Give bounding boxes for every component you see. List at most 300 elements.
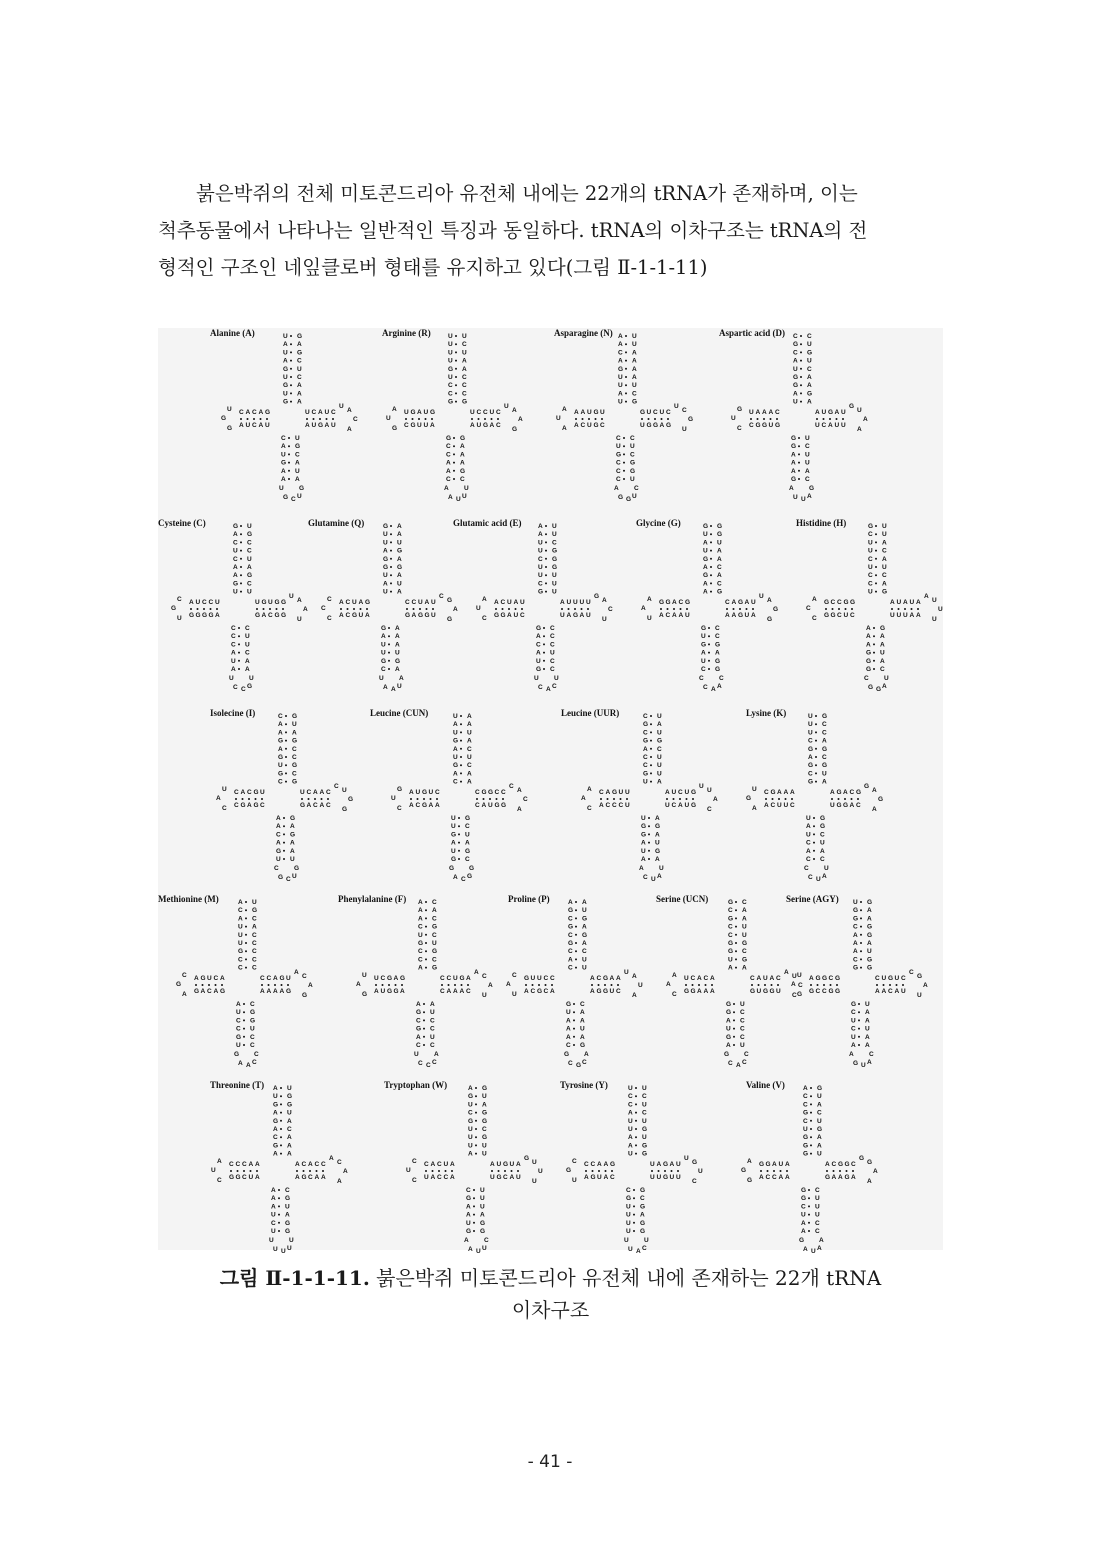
nucleotide: C xyxy=(804,865,809,872)
nucleotide: G xyxy=(850,599,856,606)
nucleotide: A xyxy=(516,1161,521,1168)
nucleotide: A xyxy=(830,789,835,796)
trna-structure xyxy=(560,1080,703,1255)
nucleotide: G xyxy=(265,409,271,416)
base-pair-dot xyxy=(266,418,268,420)
nucleotide: U xyxy=(740,1042,745,1049)
nucleotide: G xyxy=(274,599,280,606)
nucleotide: U xyxy=(756,988,762,995)
nucleotide: A xyxy=(641,605,646,612)
nucleotide: G xyxy=(189,612,195,619)
nucleotide: U xyxy=(817,1150,822,1158)
nucleotide: U xyxy=(805,459,810,467)
nucleotide: C xyxy=(278,778,283,786)
base-pair-dot xyxy=(460,731,462,733)
nucleotide: G xyxy=(451,856,457,863)
nucleotide: C xyxy=(247,539,252,547)
nucleotide: G xyxy=(824,599,830,606)
base-pair-dot xyxy=(875,566,877,568)
base-pair-dot xyxy=(883,984,885,986)
nucleotide: U xyxy=(342,787,347,794)
nucleotide: G xyxy=(692,1159,698,1166)
base-pair-dot xyxy=(633,1214,635,1216)
nucleotide: C xyxy=(432,1059,437,1066)
nucleotide: A xyxy=(574,409,579,416)
nucleotide: G xyxy=(626,1195,632,1203)
nucleotide: U xyxy=(227,406,232,413)
nucleotide: C xyxy=(543,988,549,995)
nucleotide: C xyxy=(437,1174,442,1181)
base-pair-dot xyxy=(813,858,815,860)
nucleotide: C xyxy=(430,1017,435,1025)
base-pair-dot xyxy=(332,418,334,420)
nucleotide: U xyxy=(628,1246,633,1253)
base-pair-dot xyxy=(575,958,577,960)
nucleotide: C xyxy=(678,599,684,606)
nucleotide: C xyxy=(460,476,465,483)
base-pair-dot xyxy=(460,723,462,725)
nucleotide: U xyxy=(624,969,629,976)
nucleotide: G xyxy=(738,599,744,606)
base-pair-dot xyxy=(551,984,553,986)
trna-name-label: Aspartic acid (D) xyxy=(719,328,785,338)
nucleotide: G xyxy=(573,612,579,619)
nucleotide: A xyxy=(805,467,810,475)
nucleotide: U xyxy=(657,762,662,770)
nucleotide: G xyxy=(247,683,253,690)
nucleotide: U xyxy=(231,657,236,665)
nucleotide: G xyxy=(460,435,466,442)
nucleotide: A xyxy=(803,1246,808,1253)
base-pair-dot xyxy=(710,550,712,552)
base-pair-dot xyxy=(852,1170,854,1172)
nucleotide: A xyxy=(273,1085,278,1092)
nucleotide: A xyxy=(313,789,318,796)
nucleotide: A xyxy=(755,409,761,416)
nucleotide: C xyxy=(808,737,813,745)
nucleotide: A xyxy=(808,754,813,761)
base-pair-dot xyxy=(733,1028,735,1030)
base-pair-dot xyxy=(808,1197,810,1199)
base-pair-dot xyxy=(458,817,460,819)
nucleotide: G xyxy=(737,406,743,413)
base-pair-dot xyxy=(620,798,622,800)
nucleotide: C xyxy=(440,975,445,982)
base-pair-dot xyxy=(650,715,652,717)
base-pair-dot xyxy=(245,958,247,960)
base-pair-dot xyxy=(710,541,712,543)
base-pair-dot xyxy=(773,1170,775,1172)
nucleotide: U xyxy=(726,1025,731,1033)
base-pair-dot xyxy=(891,608,893,610)
base-pair-dot xyxy=(308,798,310,800)
base-pair-dot xyxy=(425,418,427,420)
base-pair-dot xyxy=(829,418,831,420)
base-pair-dot xyxy=(417,798,419,800)
nucleotide: U xyxy=(339,403,344,410)
nucleotide: G xyxy=(488,789,494,796)
nucleotide: U xyxy=(586,612,591,619)
nucleotide: A xyxy=(857,426,862,433)
nucleotide: A xyxy=(482,1101,487,1109)
nucleotide: U xyxy=(586,599,591,606)
nucleotide: G xyxy=(566,1167,572,1174)
nucleotide: A xyxy=(764,802,769,809)
nucleotide: U xyxy=(587,422,592,429)
nucleotide: C xyxy=(552,539,557,547)
nucleotide: G xyxy=(851,1001,857,1008)
nucleotide: G xyxy=(221,415,227,422)
nucleotide: G xyxy=(397,564,403,571)
nucleotide: G xyxy=(809,988,815,995)
base-pair-dot xyxy=(248,798,250,800)
nucleotide: C xyxy=(790,802,795,809)
base-pair-dot xyxy=(898,608,900,610)
nucleotide: U xyxy=(830,802,835,809)
nucleotide: A xyxy=(866,633,871,641)
base-pair-dot xyxy=(473,1214,475,1216)
nucleotide: A xyxy=(582,940,587,947)
trna-structure xyxy=(786,894,928,1069)
nucleotide: C xyxy=(462,341,467,349)
base-pair-dot xyxy=(455,384,457,386)
nucleotide: C xyxy=(326,802,331,809)
nucleotide: U xyxy=(431,612,436,619)
nucleotide: C xyxy=(483,409,488,416)
nucleotide: G xyxy=(318,422,324,429)
nucleotide: A xyxy=(290,823,295,831)
nucleotide: U xyxy=(538,547,543,555)
nucleotide: G xyxy=(593,422,599,429)
nucleotide: A xyxy=(767,597,772,604)
nucleotide: U xyxy=(289,1237,294,1244)
base-pair-dot xyxy=(243,1044,245,1046)
base-pair-dot xyxy=(543,635,545,637)
base-pair-dot xyxy=(276,608,278,610)
base-pair-dot xyxy=(808,1230,810,1232)
nucleotide: G xyxy=(815,975,821,982)
trna-structure xyxy=(210,708,353,883)
nucleotide: C xyxy=(628,1101,633,1109)
base-pair-dot xyxy=(833,1170,835,1172)
nucleotide: G xyxy=(393,988,399,995)
base-pair-dot xyxy=(650,756,652,758)
base-pair-dot xyxy=(390,574,392,576)
nucleotide: U xyxy=(817,1093,822,1101)
nucleotide: G xyxy=(202,612,208,619)
nucleotide: G xyxy=(703,555,709,563)
nucleotide: U xyxy=(938,606,943,613)
nucleotide: G xyxy=(835,975,841,982)
nucleotide: U xyxy=(851,1017,856,1025)
nucleotide: G xyxy=(568,907,574,915)
nucleotide: C xyxy=(466,988,471,995)
nucleotide: G xyxy=(552,555,558,563)
nucleotide: A xyxy=(446,467,451,475)
base-pair-dot xyxy=(860,917,862,919)
nucleotide: C xyxy=(440,988,445,995)
base-pair-dot xyxy=(875,525,877,527)
nucleotide: A xyxy=(278,745,283,753)
nucleotide: A xyxy=(866,625,871,632)
base-pair-dot xyxy=(591,984,593,986)
nucleotide: G xyxy=(640,1219,646,1227)
nucleotide: C xyxy=(550,641,555,649)
nucleotide: U xyxy=(415,789,421,796)
base-pair-dot xyxy=(911,608,913,610)
base-pair-dot xyxy=(800,368,802,370)
nucleotide: A xyxy=(488,982,493,989)
nucleotide: A xyxy=(614,485,619,492)
nucleotide: C xyxy=(630,451,635,459)
nucleotide: A xyxy=(865,1017,870,1025)
nucleotide: U xyxy=(650,1161,655,1168)
base-pair-dot xyxy=(475,1128,477,1130)
nucleotide: C xyxy=(207,988,212,995)
base-pair-dot xyxy=(278,1189,280,1191)
base-pair-dot xyxy=(667,608,669,610)
nucleotide: U xyxy=(805,451,810,459)
trna-name-label: Serine (AGY) xyxy=(786,894,839,904)
base-pair-dot xyxy=(425,950,427,952)
base-pair-dot xyxy=(467,984,469,986)
nucleotide: C xyxy=(850,612,855,619)
nucleotide: A xyxy=(772,1161,777,1168)
nucleotide: C xyxy=(233,684,238,691)
nucleotide: U xyxy=(808,721,813,729)
base-pair-dot xyxy=(360,608,362,610)
base-pair-dot xyxy=(390,525,392,527)
nucleotide: A xyxy=(880,657,885,665)
base-pair-dot xyxy=(388,635,390,637)
nucleotide: A xyxy=(278,729,283,737)
nucleotide: G xyxy=(405,612,411,619)
nucleotide: G xyxy=(253,802,259,809)
nucleotide: A xyxy=(287,1142,292,1150)
nucleotide: C xyxy=(308,1174,313,1181)
base-pair-dot xyxy=(296,1170,298,1172)
nucleotide: G xyxy=(252,907,258,915)
base-pair-dot xyxy=(873,660,875,662)
base-pair-dot xyxy=(261,984,263,986)
nucleotide: C xyxy=(728,1060,733,1067)
base-pair-dot xyxy=(633,1189,635,1191)
nucleotide: G xyxy=(480,1228,486,1235)
body-paragraph xyxy=(158,175,944,286)
nucleotide: G xyxy=(820,815,826,822)
base-pair-dot xyxy=(686,608,688,610)
base-pair-dot xyxy=(750,418,752,420)
nucleotide: G xyxy=(593,409,599,416)
nucleotide: U xyxy=(582,956,587,964)
nucleotide: A xyxy=(703,588,708,596)
nucleotide: A xyxy=(416,1033,421,1041)
nucleotide: A xyxy=(849,1051,854,1058)
nucleotide: A xyxy=(822,873,827,880)
nucleotide: G xyxy=(365,599,371,606)
nucleotide: A xyxy=(509,1174,515,1181)
nucleotide: C xyxy=(281,435,286,442)
nucleotide: U xyxy=(247,523,252,530)
nucleotide: A xyxy=(462,365,467,373)
nucleotide: C xyxy=(254,1051,259,1058)
nucleotide: U xyxy=(647,615,652,622)
base-pair-dot xyxy=(711,984,713,986)
nucleotide: A xyxy=(828,422,833,429)
nucleotide: U xyxy=(707,787,712,794)
nucleotide: A xyxy=(468,1085,473,1092)
base-pair-dot xyxy=(545,558,547,560)
base-pair-dot xyxy=(889,984,891,986)
nucleotide: A xyxy=(248,1161,254,1168)
nucleotide: A xyxy=(453,721,458,729)
base-pair-dot xyxy=(288,478,290,480)
base-pair-dot xyxy=(230,1170,232,1172)
nucleotide: C xyxy=(245,649,250,657)
trna-structure xyxy=(796,518,943,693)
base-pair-dot xyxy=(390,566,392,568)
nucleotide: C xyxy=(208,599,214,606)
nucleotide: U xyxy=(556,415,561,422)
base-pair-dot xyxy=(858,1036,860,1038)
nucleotide: A xyxy=(474,969,479,976)
nucleotide: A xyxy=(791,981,796,988)
nucleotide: U xyxy=(641,815,646,822)
nucleotide: U xyxy=(482,1245,487,1252)
nucleotide: G xyxy=(418,940,424,947)
base-pair-dot xyxy=(250,1170,252,1172)
nucleotide: U xyxy=(480,1187,485,1194)
nucleotide: U xyxy=(776,988,781,995)
nucleotide: C xyxy=(725,599,730,606)
nucleotide: U xyxy=(462,333,467,340)
nucleotide: A xyxy=(580,1017,585,1025)
nucleotide: A xyxy=(817,1101,822,1109)
caption-text: 붉은박쥐 미토콘드리아 유전체 내에 존재하는 22개 tRNA xyxy=(369,1266,882,1290)
base-pair-dot xyxy=(735,958,737,960)
base-pair-dot xyxy=(770,418,772,420)
nucleotide: C xyxy=(642,1245,647,1252)
nucleotide: G xyxy=(657,737,663,745)
nucleotide: U xyxy=(383,588,388,596)
nucleotide: C xyxy=(453,778,458,786)
nucleotide: C xyxy=(868,555,873,563)
nucleotide: U xyxy=(550,649,555,657)
base-pair-dot xyxy=(419,608,421,610)
nucleotide: C xyxy=(234,802,239,809)
nucleotide: U xyxy=(566,599,572,606)
nucleotide: C xyxy=(550,657,555,665)
base-pair-dot xyxy=(635,1095,637,1097)
nucleotide: C xyxy=(643,754,648,761)
nucleotide: A xyxy=(466,1211,471,1219)
nucleotide: A xyxy=(731,612,737,619)
nucleotide: G xyxy=(448,365,454,373)
base-pair-dot xyxy=(817,984,819,986)
base-pair-dot xyxy=(810,1103,812,1105)
base-pair-dot xyxy=(595,418,597,420)
nucleotide: A xyxy=(657,778,662,786)
base-pair-dot xyxy=(607,798,609,800)
base-pair-dot xyxy=(453,453,455,455)
nucleotide: U xyxy=(383,531,388,539)
base-pair-dot xyxy=(858,1011,860,1013)
nucleotide: G xyxy=(632,398,638,406)
paragraph-line: 형적인 구조인 네잎클로버 형태를 유지하고 있다(그림 Ⅱ-1-1-11) xyxy=(158,256,708,279)
base-pair-dot xyxy=(633,1230,635,1232)
nucleotide: A xyxy=(295,1174,300,1181)
base-pair-dot xyxy=(573,1028,575,1030)
base-pair-dot xyxy=(830,984,832,986)
base-pair-dot xyxy=(423,798,425,800)
nucleotide: G xyxy=(653,422,659,429)
nucleotide: C xyxy=(682,407,687,414)
nucleotide: G xyxy=(822,713,828,720)
nucleotide: A xyxy=(790,789,795,796)
nucleotide: U xyxy=(476,605,481,612)
nucleotide: G xyxy=(466,1195,472,1203)
base-pair-dot xyxy=(574,608,576,610)
base-pair-dot xyxy=(575,418,577,420)
nucleotide: C xyxy=(416,1042,421,1049)
base-pair-dot xyxy=(245,901,247,903)
nucleotide: A xyxy=(581,795,586,802)
nucleotide: G xyxy=(299,485,305,492)
nucleotide: C xyxy=(793,349,798,357)
base-pair-dot xyxy=(648,833,650,835)
nucleotide: U xyxy=(671,789,677,796)
trna-name-label: Methionine (M) xyxy=(158,894,219,904)
base-pair-dot xyxy=(301,798,303,800)
base-pair-dot xyxy=(238,668,240,670)
nucleotide: G xyxy=(278,754,284,761)
nucleotide: C xyxy=(719,675,724,682)
nucleotide: C xyxy=(749,422,754,429)
nucleotide: G xyxy=(880,625,886,632)
nucleotide: U xyxy=(451,823,456,831)
nucleotide: A xyxy=(640,1211,645,1219)
base-pair-dot xyxy=(255,798,257,800)
nucleotide: C xyxy=(888,988,893,995)
nucleotide: U xyxy=(640,422,645,429)
base-pair-dot xyxy=(633,1205,635,1207)
base-pair-dot xyxy=(453,462,455,464)
base-pair-dot xyxy=(575,950,577,952)
nucleotide: C xyxy=(568,915,573,923)
nucleotide: G xyxy=(642,1126,648,1133)
base-pair-dot xyxy=(496,798,498,800)
nucleotide: U xyxy=(857,407,862,414)
nucleotide: C xyxy=(484,1237,489,1244)
nucleotide: C xyxy=(380,975,386,982)
nucleotide: G xyxy=(843,599,849,606)
nucleotide: A xyxy=(784,969,789,976)
nucleotide: G xyxy=(825,1174,831,1181)
base-pair-dot xyxy=(511,1170,513,1172)
nucleotide: C xyxy=(301,1161,307,1168)
base-pair-dot xyxy=(453,470,455,472)
nucleotide: G xyxy=(838,1161,844,1168)
nucleotide: A xyxy=(822,737,827,745)
base-pair-dot xyxy=(808,1222,810,1224)
nucleotide: G xyxy=(430,409,436,416)
base-pair-dot xyxy=(425,934,427,936)
base-pair-dot xyxy=(650,748,652,750)
nucleotide: A xyxy=(329,1155,334,1162)
nucleotide: C xyxy=(853,923,858,931)
base-pair-dot xyxy=(573,1003,575,1005)
nucleotide: C xyxy=(430,1025,435,1033)
